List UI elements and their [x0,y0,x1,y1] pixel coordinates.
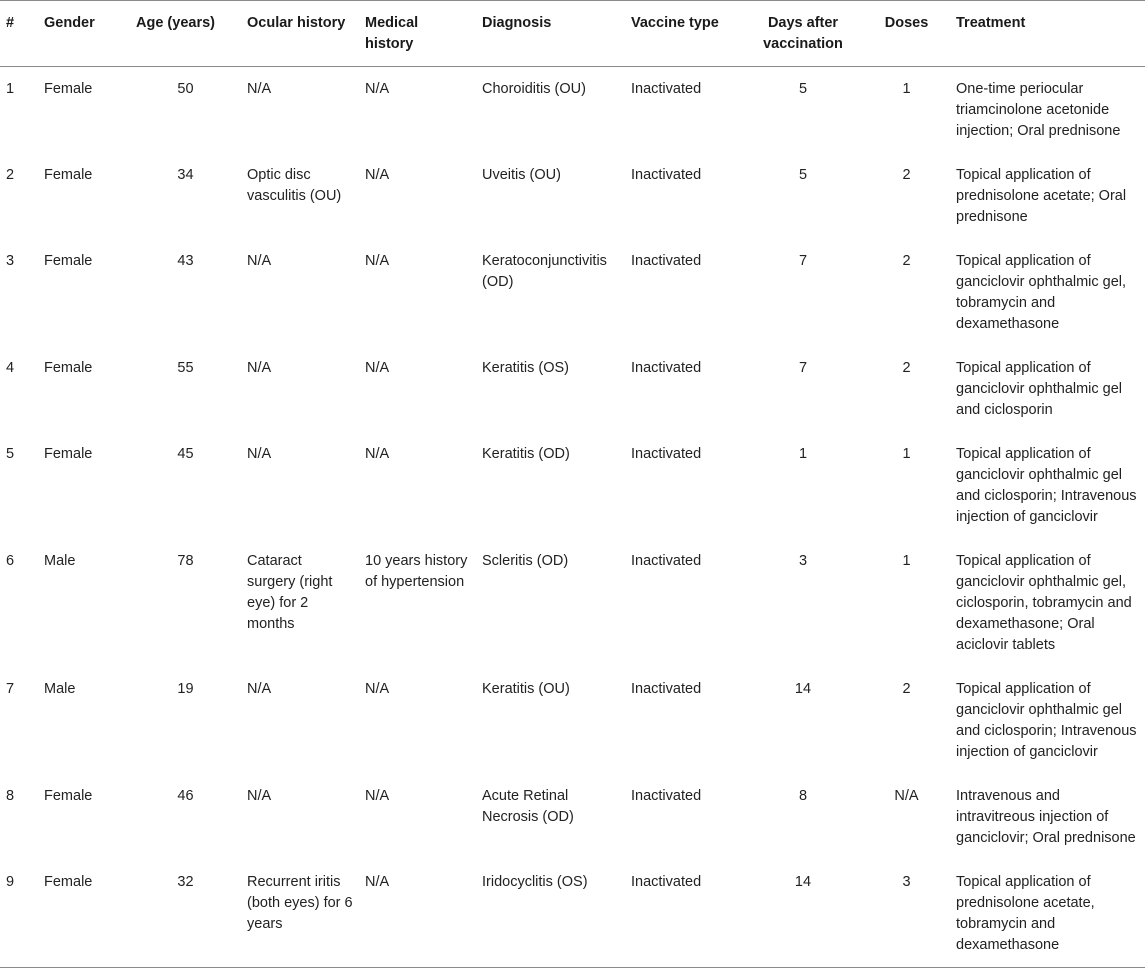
cell-medical-history: N/A [365,81,390,97]
cell-treatment: Topical application of ganciclovir ophthalmic gel and ciclosporin [956,360,1123,418]
cell-index: 9 [6,874,15,890]
cell-gender: Male [44,553,76,569]
table-row [0,774,1145,860]
cell-diagnosis: Acute Retinal Necrosis (OD) [482,788,574,825]
cell-index: 3 [6,253,15,269]
cell-gender: Female [44,446,93,462]
cell-vaccine-type: Inactivated [631,874,702,890]
cell-diagnosis: Keratoconjunctivitis (OD) [482,253,607,290]
cell-vaccine-type: Inactivated [631,553,702,569]
cell-doses: 2 [902,253,911,269]
cell-days-after-vaccination: 14 [794,681,812,697]
cell-medical-history: N/A [365,360,390,376]
cell-days-after-vaccination: 1 [798,446,808,462]
cell-diagnosis: Iridocyclitis (OS) [482,874,588,890]
cell-vaccine-type: Inactivated [631,788,702,804]
cell-age: 32 [177,874,194,890]
col-header-vaccine-type: Vaccine type [631,15,719,31]
cell-ocular-history: Cataract surgery (right eye) for 2 months [247,553,333,632]
cell-ocular-history: N/A [247,81,272,97]
cell-vaccine-type: Inactivated [631,360,702,376]
cell-index: 4 [6,360,15,376]
table-row [0,239,1145,346]
cell-gender: Female [44,788,93,804]
cell-index: 5 [6,446,15,462]
cell-age: 46 [177,788,194,804]
cell-index: 7 [6,681,15,697]
table-row [0,667,1145,774]
cell-ocular-history: N/A [247,681,272,697]
cell-age: 50 [177,81,194,97]
cell-doses: 2 [902,360,911,376]
cell-age: 34 [177,167,194,183]
cell-ocular-history: N/A [247,253,272,269]
cell-vaccine-type: Inactivated [631,81,702,97]
cell-gender: Male [44,681,76,697]
cell-doses: N/A [894,788,919,804]
col-header-ocular-history: Ocular history [247,15,346,31]
cell-doses: 2 [902,167,911,183]
cell-treatment: Topical application of ganciclovir ophthalmic gel and ciclosporin; Intravenous injection of ganciclovir [956,681,1137,760]
cell-diagnosis: Keratitis (OS) [482,360,570,376]
cell-days-after-vaccination: 8 [798,788,808,804]
cell-treatment: Topical application of ganciclovir ophthalmic gel, ciclosporin, tobramycin and dexamethasone; Oral aciclovir tablets [956,553,1132,653]
table-row [0,153,1145,239]
cell-diagnosis: Scleritis (OD) [482,553,569,569]
table-row [0,860,1145,968]
cell-diagnosis: Keratitis (OD) [482,446,570,462]
cell-medical-history: N/A [365,167,390,183]
cell-medical-history: N/A [365,874,390,890]
cell-days-after-vaccination: 5 [798,167,808,183]
cell-gender: Female [44,360,93,376]
cell-gender: Female [44,874,93,890]
col-header-doses: Doses [884,15,929,31]
cell-doses: 1 [902,553,911,569]
cell-vaccine-type: Inactivated [631,253,702,269]
cell-age: 43 [177,253,194,269]
cell-treatment: Topical application of prednisolone acetate, tobramycin and dexamethasone [956,874,1095,953]
cell-ocular-history: N/A [247,446,272,462]
cell-gender: Female [44,81,93,97]
cell-treatment: Topical application of ganciclovir ophthalmic gel and ciclosporin; Intravenous injection of ganciclovir [956,446,1137,525]
cell-index: 6 [6,553,15,569]
cell-medical-history: N/A [365,253,390,269]
cell-ocular-history: N/A [247,788,272,804]
cell-treatment: Topical application of ganciclovir ophthalmic gel, tobramycin and dexamethasone [956,253,1127,332]
table-row [0,539,1145,667]
table-row [0,432,1145,539]
cell-vaccine-type: Inactivated [631,446,702,462]
cell-medical-history: N/A [365,446,390,462]
cell-ocular-history: Recurrent iritis (both eyes) for 6 years [247,874,353,932]
cell-doses: 2 [902,681,911,697]
cell-medical-history: N/A [365,788,390,804]
table-row [0,67,1145,154]
cell-days-after-vaccination: 7 [798,253,808,269]
cell-index: 8 [6,788,15,804]
col-header-index: # [6,15,15,31]
cell-age: 45 [177,446,194,462]
table-row [0,346,1145,432]
cell-age: 19 [177,681,194,697]
col-header-age: Age (years) [136,15,215,31]
col-header-diagnosis: Diagnosis [482,15,552,31]
cell-gender: Female [44,167,93,183]
cell-medical-history: 10 years history of hypertension [365,553,468,590]
header-row [0,1,1145,67]
cell-treatment: Intravenous and intravitreous injection of ganciclovir; Oral prednisone [956,788,1136,846]
cell-days-after-vaccination: 14 [794,874,812,890]
cell-age: 78 [177,553,194,569]
cell-gender: Female [44,253,93,269]
cell-days-after-vaccination: 7 [798,360,808,376]
cell-doses: 1 [902,446,911,462]
col-header-gender: Gender [44,15,95,31]
cell-days-after-vaccination: 3 [798,553,808,569]
col-header-days-after-vaccination: Days after vaccination [763,15,843,52]
cell-diagnosis: Choroiditis (OU) [482,81,586,97]
col-header-treatment: Treatment [956,15,1026,31]
cell-index: 1 [6,81,15,97]
col-header-medical-history: Medical history [365,15,419,52]
cell-vaccine-type: Inactivated [631,681,702,697]
cell-medical-history: N/A [365,681,390,697]
cell-treatment: Topical application of prednisolone acetate; Oral prednisone [956,167,1127,225]
cell-vaccine-type: Inactivated [631,167,702,183]
cell-diagnosis: Uveitis (OU) [482,167,561,183]
cell-ocular-history: Optic disc vasculitis (OU) [247,167,342,204]
cell-treatment: One-time periocular triamcinolone acetonide injection; Oral prednisone [956,81,1121,139]
cell-age: 55 [177,360,194,376]
cell-doses: 3 [902,874,911,890]
cell-days-after-vaccination: 5 [798,81,808,97]
cell-doses: 1 [902,81,911,97]
cell-diagnosis: Keratitis (OU) [482,681,570,697]
cell-index: 2 [6,167,15,183]
cell-ocular-history: N/A [247,360,272,376]
